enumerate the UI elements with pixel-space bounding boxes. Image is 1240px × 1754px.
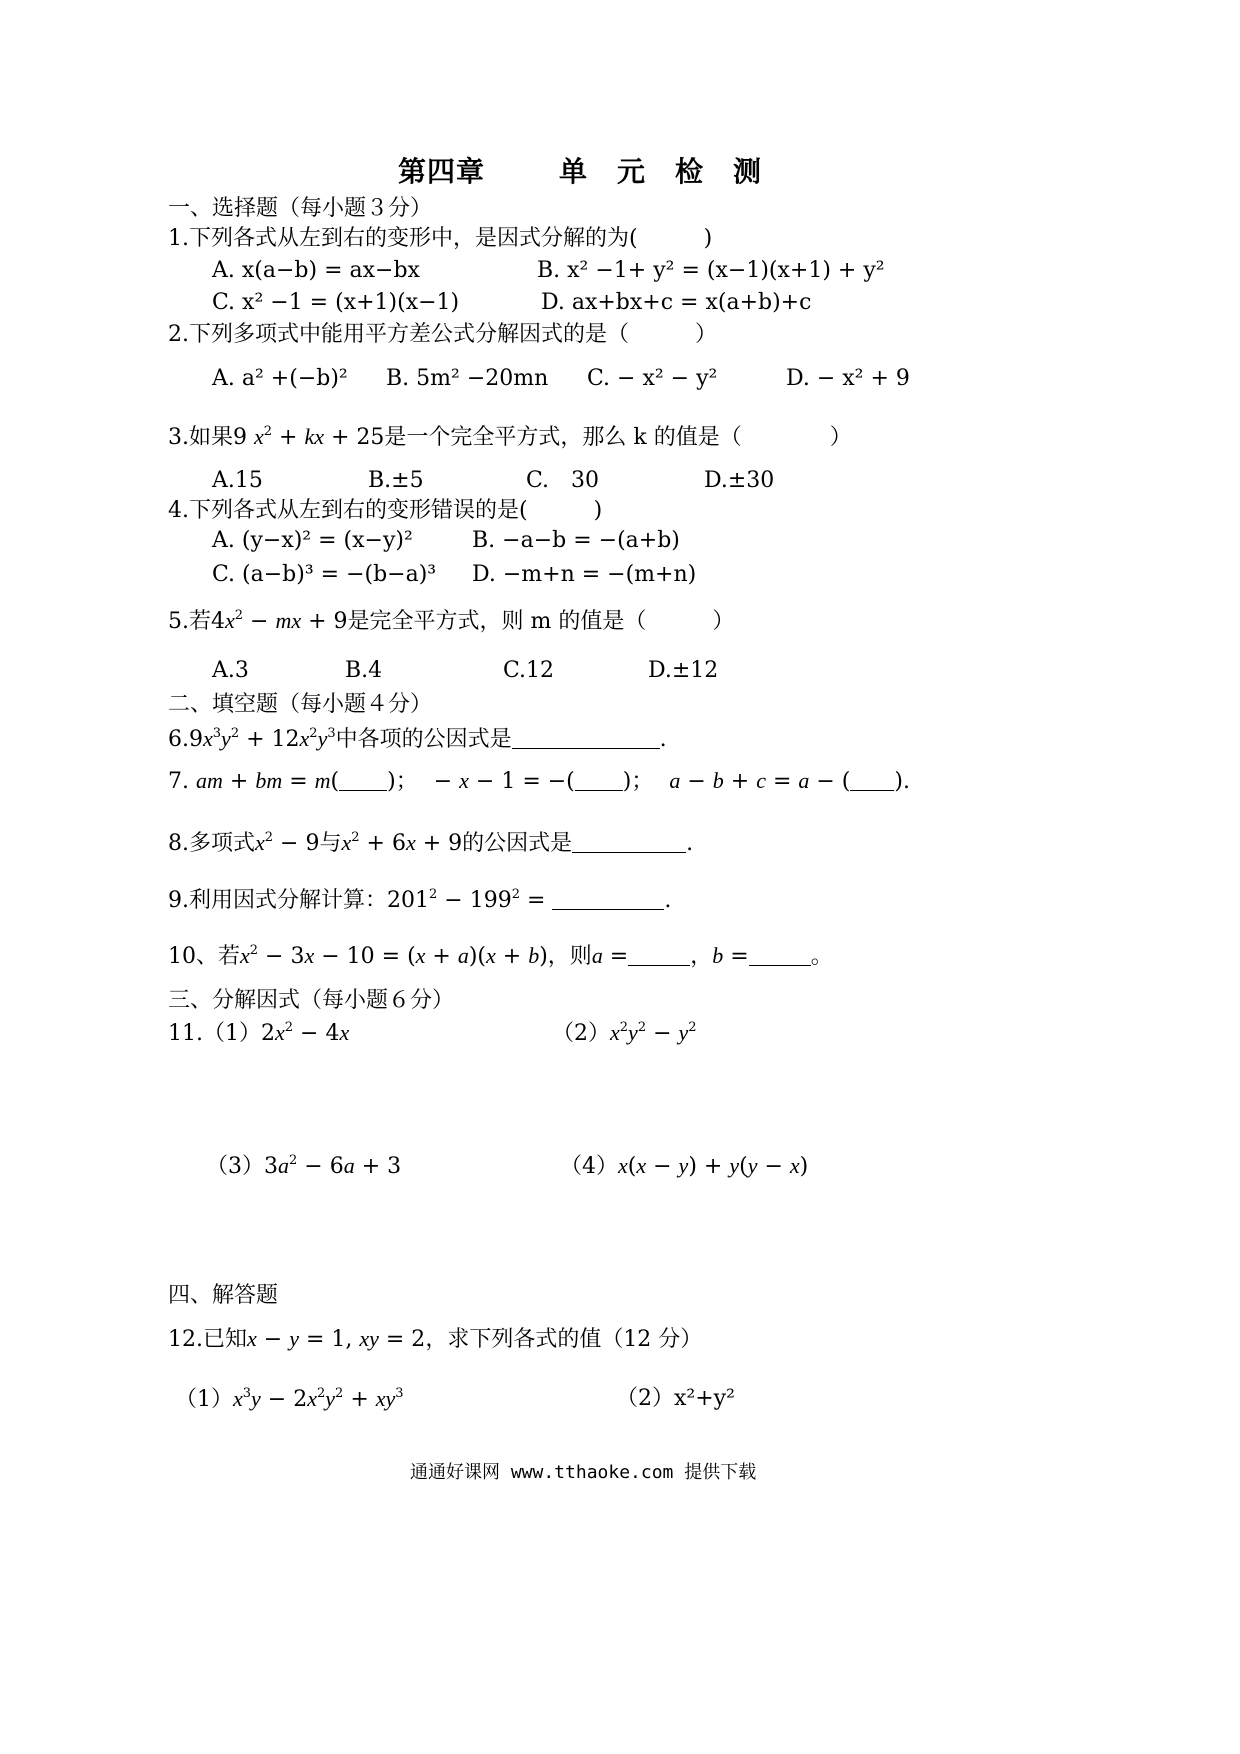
question-9: 9.利用因式分解计算：$201^2 - 199^2$ = . <box>168 887 672 913</box>
question-9-text: 9.利用因式分解计算： <box>168 888 387 913</box>
question-9-period: . <box>664 888 672 913</box>
unit-test-title: 单 元 检 测 <box>559 155 763 188</box>
part-label: （1） <box>175 1387 233 1412</box>
answer-blank[interactable] <box>572 834 686 853</box>
question-1-option-b: B. x² −1+ y² = (x−1)(x+1) + y² <box>537 258 885 283</box>
question-4-stem: 4.下列各式从左到右的变形错误的是( ) <box>168 498 603 523</box>
question-7: 7. am + bm = m( )； − x − 1 = −( )； a − b + c = a − ( ). <box>168 768 910 794</box>
question-4-option-b: B. −a−b = −(a+b) <box>472 528 680 553</box>
question-4-option-c: C. (a−b)³ = −(b−a)³ <box>212 562 437 587</box>
question-6-number: 6. <box>168 727 189 752</box>
question-1-stem: 1.下列各式从左到右的变形中，是因式分解的为( ) <box>168 226 713 251</box>
question-11-label: 11.（1） <box>168 1021 261 1046</box>
question-1-option-c: C. x² −1 = (x+1)(x−1) <box>212 290 460 315</box>
question-10-separator: ， <box>690 944 713 969</box>
question-8-connector: 与 <box>319 831 342 856</box>
question-8: 8.多项式$x^2 - 9$与$x^2 + 6x + 9$的公因式是 . <box>168 830 694 856</box>
question-2-option-c: C. − x² − y² <box>587 366 718 391</box>
question-1-option-d: D. ax+bx+c = x(a+b)+c <box>541 290 812 315</box>
question-11-part-2: $(2)x^2y^2 - y^2$ <box>552 1020 697 1046</box>
page-title <box>398 150 762 190</box>
question-2-option-a: A. a² +(−b)² <box>212 366 348 391</box>
section-heading-choice: 一、选择题（每小题３分） <box>168 196 433 221</box>
question-7-number: 7. <box>168 769 189 794</box>
question-3-option-a: A.15 <box>212 468 263 493</box>
question-8-prefix: 8.多项式 <box>168 831 255 856</box>
question-1-option-a: A. x(a−b) = ax−bx <box>212 258 420 283</box>
section-heading-solve: 四、解答题 <box>168 1283 279 1308</box>
question-12-text: ，求下列各式的值（12 分） <box>425 1327 703 1352</box>
part-label: （3） <box>206 1154 264 1179</box>
question-12-part-2: （2）x²+y² <box>616 1386 735 1411</box>
question-5-option-b: B.4 <box>345 658 383 683</box>
question-5-option-c: C.12 <box>503 658 555 683</box>
question-5-option-d: D.±12 <box>648 658 719 683</box>
question-11-part-3: $(3)3a^2 - 6a + 3$ <box>206 1153 402 1179</box>
question-2-option-b: B. 5m² −20mn <box>386 366 549 391</box>
question-6-period: . <box>659 727 667 752</box>
question-8-text: 的公因式是 <box>462 831 573 856</box>
section-heading-fill-blank: 二、填空题（每小题４分） <box>168 692 433 717</box>
question-2-option-d: D. − x² + 9 <box>786 366 910 391</box>
answer-blank[interactable] <box>339 772 387 791</box>
question-10-end: 。 <box>810 944 833 969</box>
question-6-text: 中各项的公因式是 <box>335 727 512 752</box>
answer-blank[interactable] <box>749 947 811 966</box>
question-3-stem: 3.如果9 $x^2$ + kx + 25是一个完全平方式，那么 k 的值是（ ） <box>168 424 852 450</box>
footer-credit: 通通好课网 www.tthaoke.com 提供下载 <box>410 1462 757 1483</box>
question-5-option-a: A.3 <box>212 658 249 683</box>
question-6: $6.9x^3y^2 + 12x^2y^3$中各项的公因式是 . <box>168 726 667 752</box>
question-4-option-d: D. −m+n = −(m+n) <box>472 562 697 587</box>
question-12-part-1: $(1)x^3y - 2x^2y^2 + xy^3$ <box>175 1386 404 1412</box>
question-10-text: ，则 <box>547 944 592 969</box>
question-5-stem-prefix: 5.若 <box>168 609 211 634</box>
part-label: （2） <box>552 1021 610 1046</box>
question-10-prefix: 10、若 <box>168 944 240 969</box>
question-11-part-1: $11.(1)2x^2 - 4x$ <box>168 1020 350 1046</box>
answer-blank[interactable] <box>552 891 664 910</box>
chapter-title: 第四章 <box>398 155 486 188</box>
answer-blank[interactable] <box>512 730 660 749</box>
question-12-stem: 12.已知x − y = 1, xy = 2，求下列各式的值（12 分） <box>168 1326 703 1352</box>
section-heading-factorize: 三、分解因式（每小题６分） <box>168 988 455 1013</box>
answer-blank[interactable] <box>850 772 894 791</box>
question-3-option-c: C. 30 <box>526 468 600 493</box>
question-3-stem-prefix: 3.如果9 <box>168 425 247 450</box>
question-3-option-d: D.±30 <box>704 468 775 493</box>
question-2-stem: 2.下列多项式中能用平方差公式分解因式的是（ ） <box>168 322 717 347</box>
question-10: 10、若$x^2 - 3x - 10 = (x + a)(x + b)$，则a = ，b = 。 <box>168 943 833 969</box>
question-11-part-4: （4）x(x − y) + y(y − x) <box>560 1153 809 1179</box>
question-8-period: . <box>686 831 694 856</box>
answer-blank[interactable] <box>575 772 623 791</box>
question-3-option-b: B.±5 <box>368 468 424 493</box>
question-5-stem-suffix: 是完全平方式，则 m 的值是（ ） <box>347 609 735 634</box>
question-12-prefix: 12.已知 <box>168 1327 247 1352</box>
answer-blank[interactable] <box>628 947 690 966</box>
question-5-stem: 5.若$4x^2$ − mx + 9是完全平方式，则 m 的值是（ ） <box>168 608 735 634</box>
question-3-stem-suffix: 是一个完全平方式，那么 k 的值是（ ） <box>384 425 852 450</box>
question-4-option-a: A. (y−x)² = (x−y)² <box>212 528 413 553</box>
part-label: （4） <box>560 1154 618 1179</box>
